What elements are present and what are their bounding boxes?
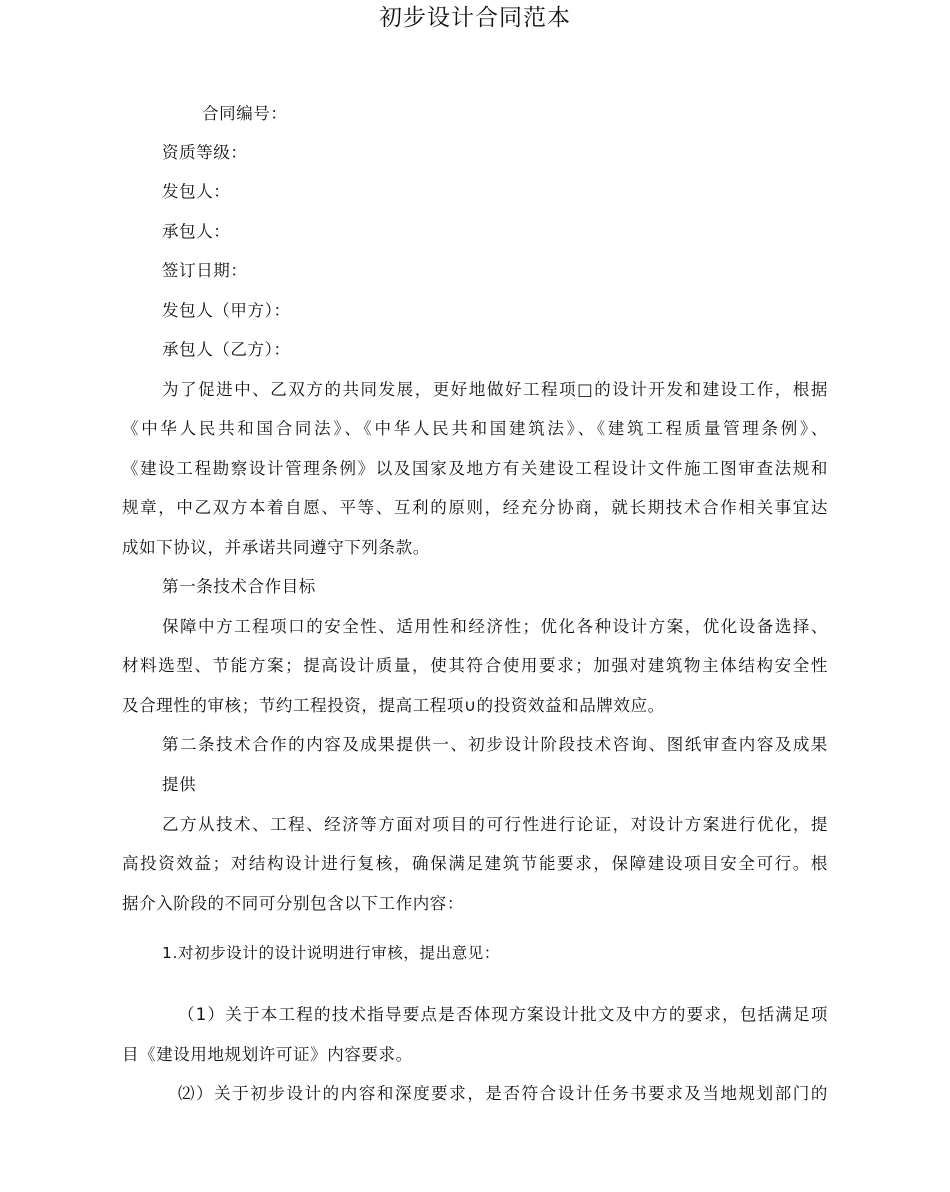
preamble-line: 规章，中乙双方本着自愿、平等、互利的原则，经充分协商，就长期技术合作相关事宜达: [122, 498, 828, 517]
article-2-heading: 提供: [162, 775, 197, 794]
qualification-field: 资质等级：: [162, 143, 248, 162]
sub-item-1: （1）关于本工程的技术指导要点是否体现方案设计批文及中方的要求，包括满足项: [178, 1005, 828, 1024]
employer-field: 发包人：: [162, 182, 231, 201]
contractor-field: 承包人：: [162, 222, 231, 241]
article-1-line: 材料选型、节能方案；提高设计质量，使其符合使用要求；加强对建筑物主体结构安全性: [122, 656, 828, 675]
article-1-line: 保障中方工程项口的安全性、适用性和经济性；优化各种设计方案，优化设备选择、: [162, 617, 828, 636]
sub-item-1: 目《建设用地规划许可证》内容要求。: [122, 1045, 413, 1064]
sub-item-2: ⑵）关于初步设计的内容和深度要求，是否符合设计任务书要求及当地规划部门的: [178, 1084, 828, 1103]
article-2-line: 乙方从技术、工程、经济等方面对项目的可行性进行论证，对设计方案进行优化，提: [162, 815, 828, 834]
article-2-line: 据介入阶段的不同可分别包含以下工作内容：: [122, 894, 464, 913]
document-title: 初步设计合同范本: [379, 5, 571, 31]
party-b-field: 承包人（乙方）：: [162, 340, 291, 359]
preamble-line: 为了促进中、乙双方的共同发展，更好地做好工程项□的设计开发和建设工作，根据: [162, 380, 828, 399]
preamble-line: 成如下协议，并承诺共同遵守下列条款。: [122, 538, 430, 557]
article-1-line: 及合理性的审核；节约工程投资，提高工程项∪的投资效益和品牌效应。: [122, 696, 665, 715]
article-2-heading: 第二条技术合作的内容及成果提供一、初步设计阶段技术咨询、图纸审查内容及成果: [162, 735, 828, 754]
contract-number-field: 合同编号：: [202, 104, 288, 123]
article-2-line: 高投资效益；对结构设计进行复核，确保满足建筑节能要求，保障建设项目安全可行。根: [122, 854, 828, 873]
article-1-heading: 第一条技术合作目标: [162, 577, 316, 596]
preamble-line: 《建设工程勘察设计管理条例》以及国家及地方有关建设工程设计文件施工图审查法规和: [122, 459, 828, 478]
sign-date-field: 签订日期：: [162, 261, 248, 280]
party-a-field: 发包人（甲方）：: [162, 301, 291, 320]
item-1: 1.对初步设计的设计说明进行审核，提出意见：: [162, 944, 500, 962]
preamble-line: 《中华人民共和国合同法》、《中华人民共和国建筑法》、《建筑工程质量管理条例》、: [122, 419, 828, 438]
